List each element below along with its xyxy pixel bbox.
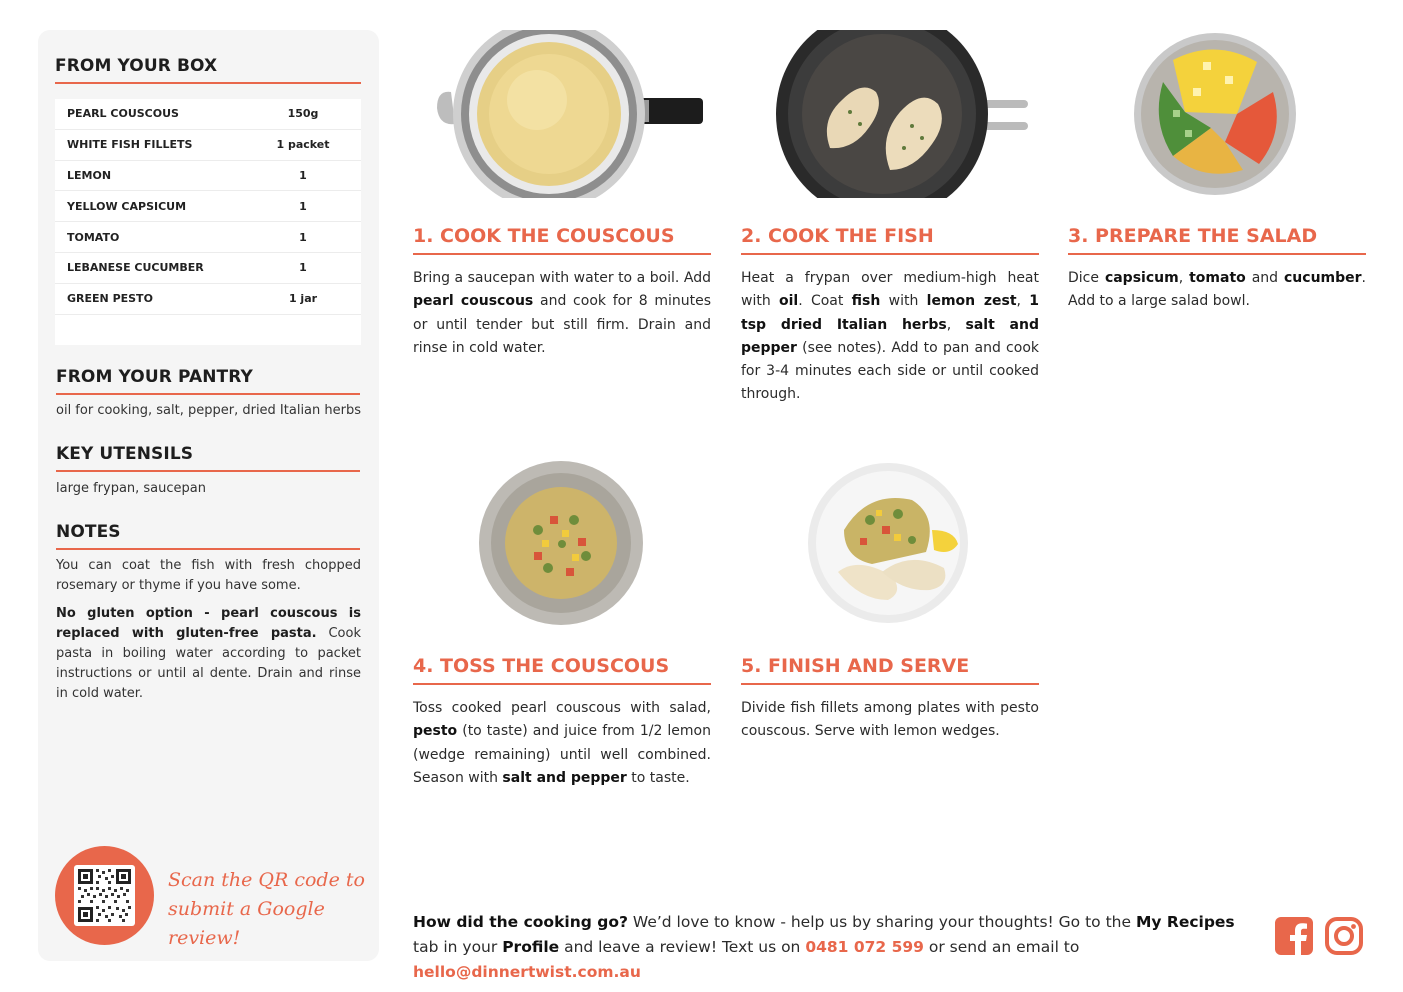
text-bold: pearl couscous <box>413 293 534 310</box>
divider <box>741 683 1039 685</box>
notes-paragraph-2 <box>56 604 361 704</box>
divider <box>56 470 360 472</box>
notes-title: NOTES <box>56 522 121 542</box>
fish-frypan-image <box>772 30 1032 198</box>
text-bold: My Recipes <box>1135 913 1235 931</box>
step-2-title: 2. COOK THE FISH <box>741 225 934 247</box>
table-row <box>55 99 361 130</box>
text: Toss cooked pearl couscous with salad, <box>413 700 711 716</box>
qr-caption-line-1: Scan the QR code to <box>168 869 365 891</box>
divider <box>1068 253 1366 255</box>
text-bold: salt and pepper <box>741 316 1039 356</box>
text: . Coat <box>798 293 852 310</box>
step-5-text: Divide fish fillets among plates with pesto couscous. Serve with lemon wedges. <box>741 700 1039 740</box>
text: , <box>1178 270 1190 286</box>
ingredient-qty: 150g <box>287 107 319 121</box>
text: to taste. <box>626 769 690 786</box>
table-row <box>55 284 361 315</box>
text-bold: oil <box>779 293 799 310</box>
text: tab in your <box>413 938 503 956</box>
divider <box>741 253 1039 255</box>
ingredient-qty: 1 <box>299 261 307 275</box>
text: Bring a saucepan with water to a boil. Add <box>413 270 711 286</box>
qr-caption <box>168 866 368 953</box>
text-bold: capsicum <box>1104 270 1179 286</box>
ingredient-name: LEMON <box>67 168 112 182</box>
utensils-text: large frypan, saucepan <box>56 481 206 496</box>
text: with <box>880 293 927 310</box>
qr-caption-line-2: submit a Google review! <box>168 898 325 949</box>
text: (see notes). Add to pan and cook for 3-4 minutes each side or until cooked through. <box>741 339 1039 403</box>
text-bold: cucumber <box>1284 270 1362 286</box>
qr-code-icon[interactable] <box>74 865 135 926</box>
ingredient-qty: 1 <box>299 199 307 213</box>
phone-link[interactable]: 0481 072 599 <box>805 938 924 956</box>
text-bold: pesto <box>413 723 458 740</box>
plated-fish-couscous-image <box>808 460 968 626</box>
tossed-couscous-bowl-image <box>478 460 644 626</box>
couscous-saucepan-image <box>437 30 703 198</box>
instagram-icon[interactable] <box>1325 917 1363 955</box>
text-bold: 1 tsp dried Italian herbs <box>741 293 1040 333</box>
notes-paragraph-1: You can coat the fish with fresh chopped rosemary or thyme if you have some. <box>56 558 361 593</box>
salad-bowl-image <box>1133 32 1297 196</box>
text: and leave a review! Text us on <box>559 938 806 956</box>
step-4-text <box>413 697 711 790</box>
pantry-text: oil for cooking, salt, pepper, dried Italian herbs <box>56 403 361 418</box>
text-bold: How did the cooking go? <box>413 913 628 931</box>
text: (to taste) and juice from 1/2 lemon (wedge remaining) until well combined. Season with <box>413 723 711 786</box>
text-bold: salt and pepper <box>502 769 627 786</box>
divider <box>55 82 361 84</box>
text: We’d love to know - help us by sharing your thoughts! Go to the <box>627 913 1136 931</box>
text-bold: tomato <box>1189 270 1246 286</box>
ingredient-qty: 1 <box>299 168 307 182</box>
text: Heat a frypan over medium-high heat with <box>741 270 1039 310</box>
email-link[interactable]: hello@dinnertwist.com.au <box>413 963 641 981</box>
qr-badge[interactable] <box>55 846 154 945</box>
ingredient-name: LEBANESE CUCUMBER <box>67 261 204 275</box>
step-1-text <box>413 267 711 360</box>
step-3-title: 3. PREPARE THE SALAD <box>1068 225 1318 247</box>
ingredient-qty: 1 <box>299 230 307 244</box>
text-bold: Profile <box>502 938 560 956</box>
step-5-title: 5. FINISH AND SERVE <box>741 655 970 677</box>
text: Dice <box>1068 270 1105 286</box>
divider <box>413 683 711 685</box>
text: , <box>946 316 966 333</box>
text: , <box>1016 293 1030 310</box>
table-row <box>55 253 361 284</box>
text: and cook for 8 minutes or until tender but still firm. Drain and rinse in cold water. <box>413 293 711 356</box>
text-bold: fish <box>851 293 881 310</box>
text: or send an email to <box>923 938 1080 956</box>
table-row <box>55 161 361 192</box>
table-row <box>55 191 361 222</box>
ingredient-name: WHITE FISH FILLETS <box>67 138 193 152</box>
ingredient-name: YELLOW CAPSICUM <box>67 199 187 213</box>
step-3-text <box>1068 267 1366 314</box>
step-1-title: 1. COOK THE COUSCOUS <box>413 225 675 247</box>
divider <box>56 548 360 550</box>
table-row <box>55 222 361 253</box>
divider <box>413 253 711 255</box>
notes-bold: No gluten option - pearl couscous is replaced with gluten-free pasta. <box>56 606 361 641</box>
feedback-text <box>413 910 1263 985</box>
text: and <box>1245 270 1284 286</box>
ingredient-name: TOMATO <box>67 230 120 244</box>
from-your-box-title: FROM YOUR BOX <box>55 56 218 76</box>
facebook-icon[interactable] <box>1275 917 1313 955</box>
text-bold: lemon zest <box>926 293 1017 310</box>
sidebar <box>38 30 379 961</box>
step-4-title: 4. TOSS THE COUSCOUS <box>413 655 670 677</box>
ingredient-qty: 1 packet <box>276 138 330 152</box>
table-row <box>55 130 361 161</box>
step-2-text <box>741 267 1039 407</box>
text: . Add to a large salad bowl. <box>1068 270 1366 310</box>
ingredient-name: PEARL COUSCOUS <box>67 107 179 121</box>
ingredients-table <box>55 99 361 345</box>
ingredient-qty: 1 jar <box>288 292 318 306</box>
divider <box>56 393 360 395</box>
from-your-pantry-title: FROM YOUR PANTRY <box>56 367 253 387</box>
key-utensils-title: KEY UTENSILS <box>56 444 194 464</box>
ingredient-name: GREEN PESTO <box>67 292 153 306</box>
notes-rest: Cook pasta in boiling water according to packet instructions or until al dente. Drain and rinse in cold water. <box>56 626 361 701</box>
